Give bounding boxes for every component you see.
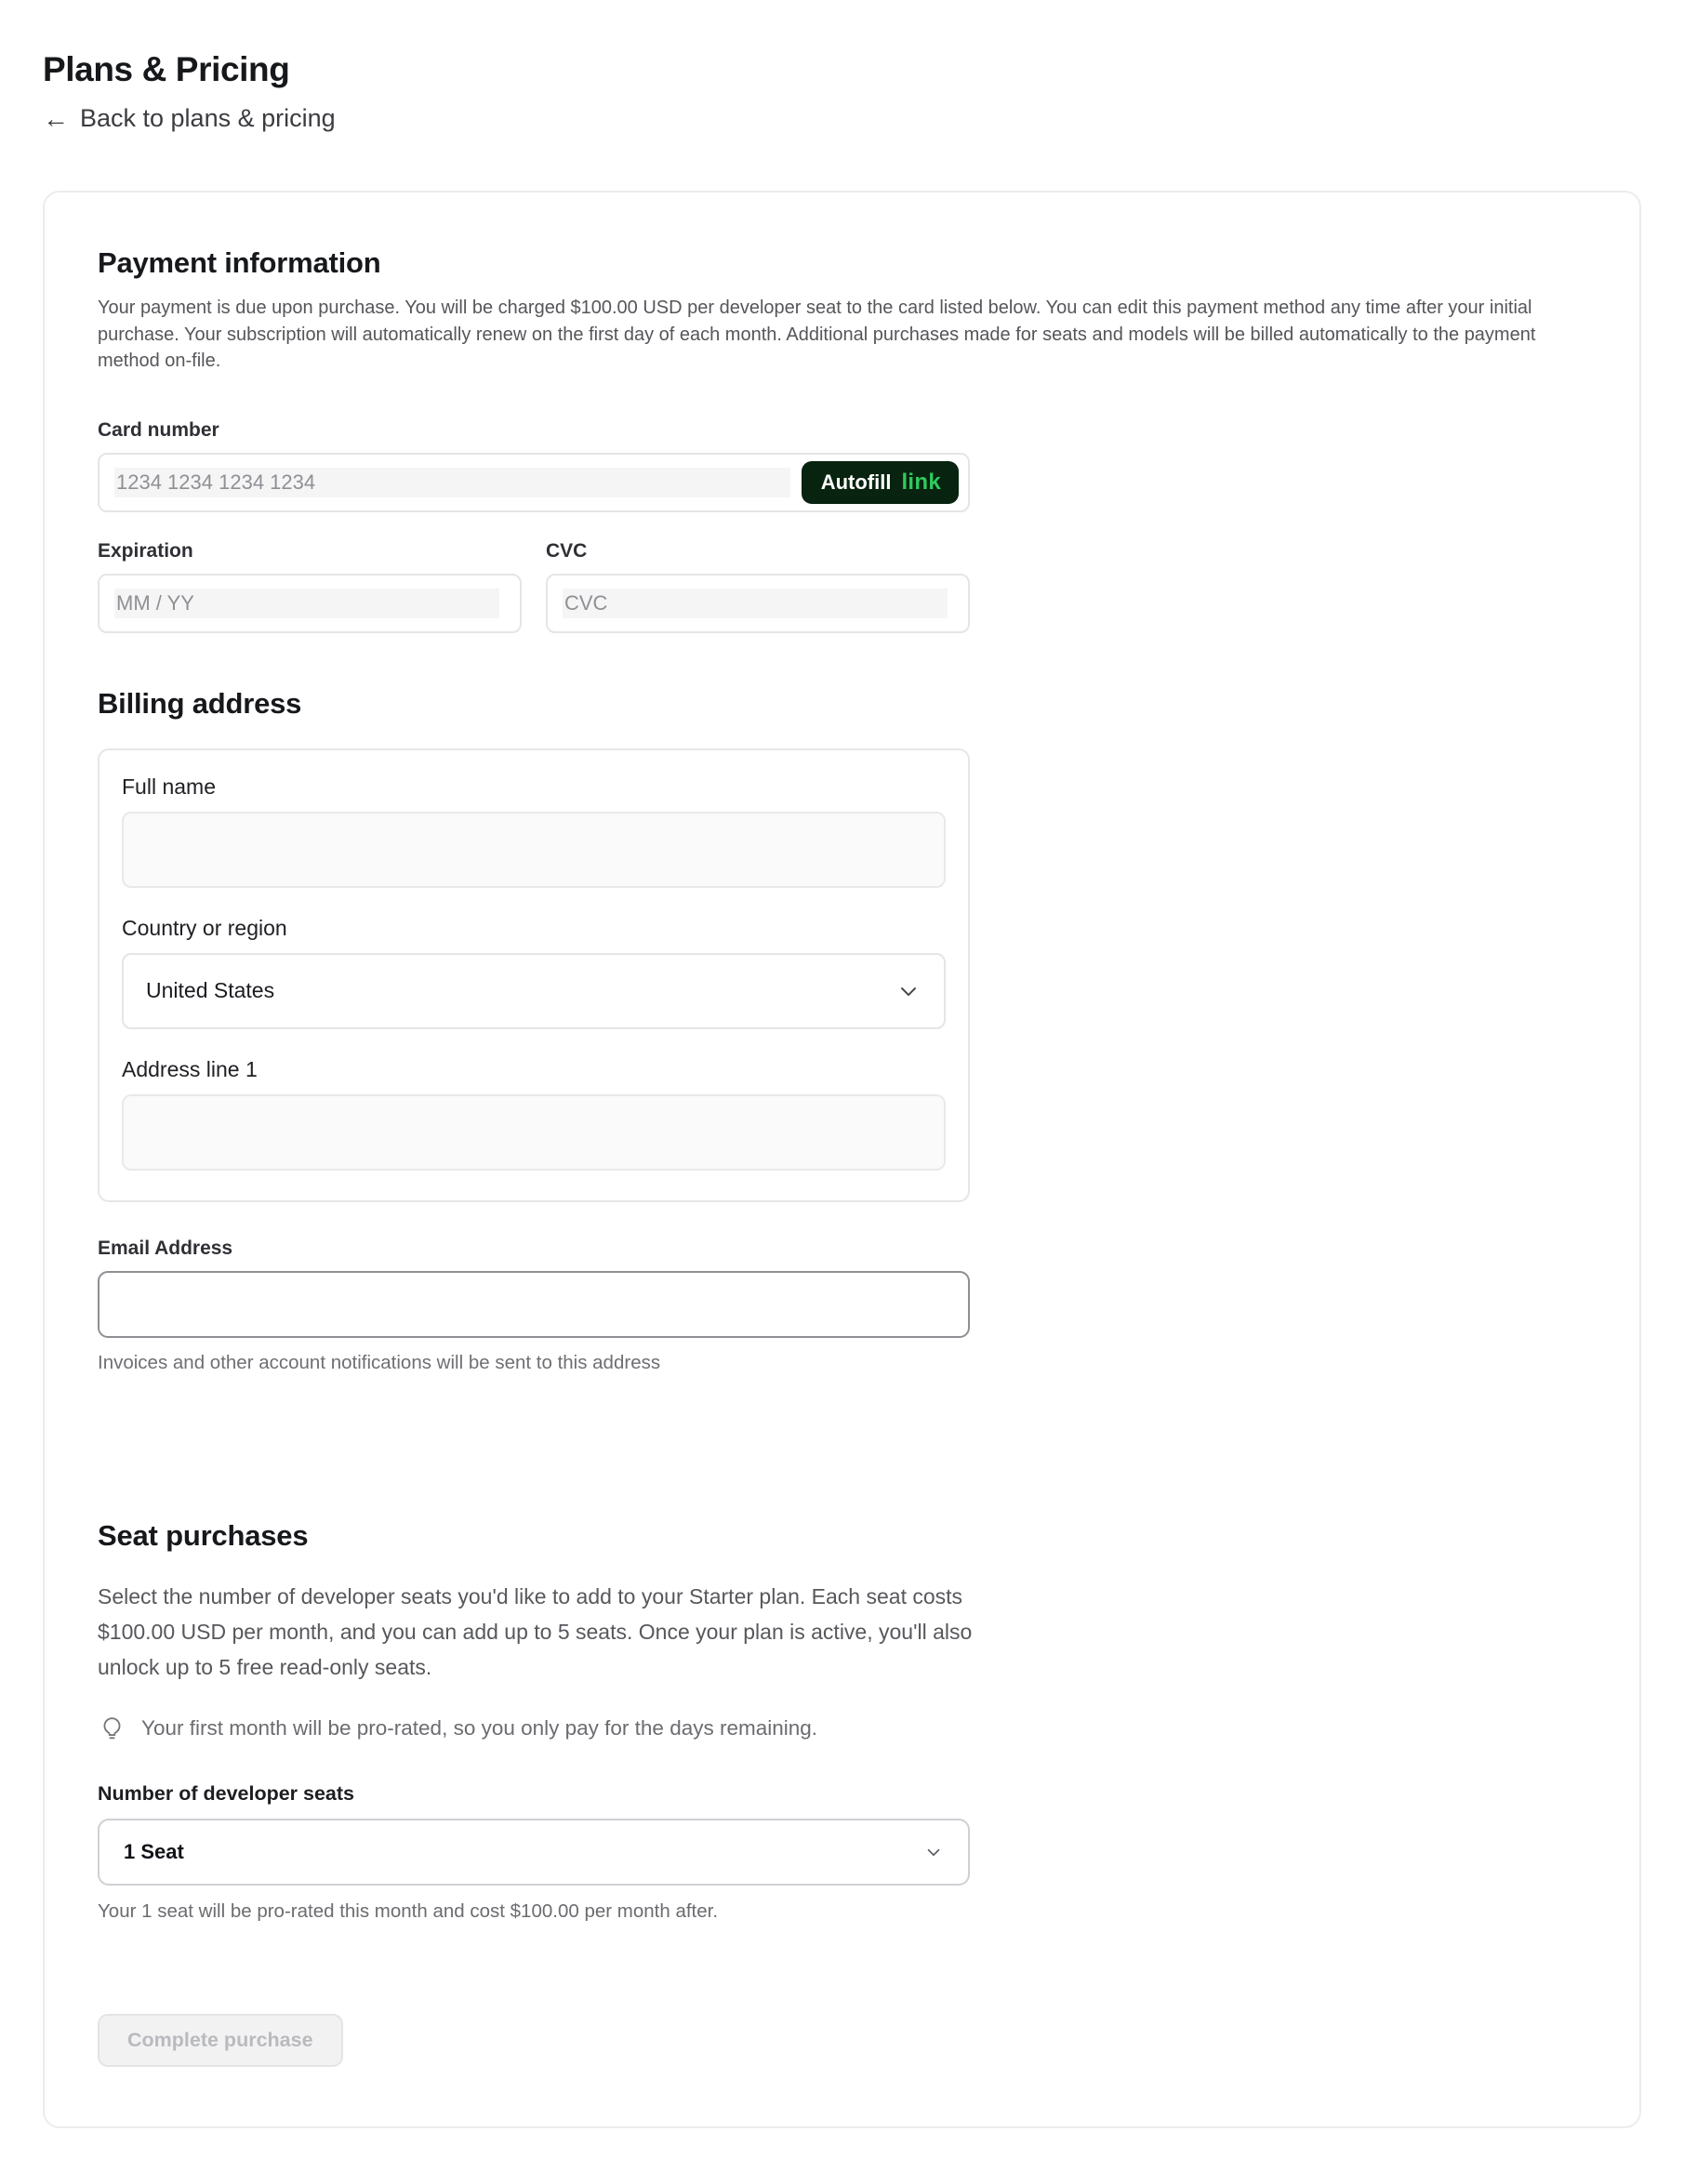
- seat-prorate-helper: Your 1 seat will be pro-rated this month and cost $100.00 per month after.: [98, 1899, 719, 1922]
- cvc-label: CVC: [546, 539, 588, 562]
- email-label: Email Address: [98, 1237, 233, 1259]
- payment-information-heading: Payment information: [98, 246, 381, 279]
- cvc-field: [546, 540, 970, 633]
- address-line1-input[interactable]: [122, 1094, 946, 1171]
- country-select-value: United States: [146, 978, 275, 1002]
- full-name-label: Full name: [122, 774, 216, 799]
- email-helper-text: Invoices and other account notifications will be sent to this address: [98, 1351, 661, 1373]
- seat-count-value: 1 Seat: [124, 1839, 184, 1863]
- chevron-down-icon: [895, 978, 922, 1004]
- card-number-label: Card number: [98, 418, 219, 441]
- billing-address-box: [98, 748, 970, 1202]
- chevron-down-icon: [923, 1842, 944, 1862]
- payment-information-section: [98, 246, 1586, 633]
- billing-address-section: [98, 687, 1586, 1374]
- seat-count-select[interactable]: [98, 1819, 970, 1886]
- seat-purchases-heading: Seat purchases: [98, 1518, 309, 1552]
- checkout-card: [43, 191, 1641, 2128]
- lightbulb-icon: [98, 1714, 126, 1743]
- expiration-field: [98, 540, 522, 633]
- country-label: Country or region: [122, 915, 287, 940]
- link-logo: link: [901, 469, 941, 495]
- email-input[interactable]: [98, 1271, 970, 1338]
- prorate-tip-text: Your first month will be pro-rated, so you only pay for the days remaining.: [141, 1716, 818, 1740]
- seat-purchases-description: Select the number of developer seats you'd like to add to your Starter plan. Each seat costs $100.00 USD per month, and you can add up to 5 seats. Once your plan is active, you'll also unlock up to 5 free read-only seats.: [98, 1583, 973, 1679]
- expiration-input[interactable]: [99, 576, 511, 631]
- expiration-label: Expiration: [98, 539, 193, 562]
- back-link[interactable]: [43, 104, 336, 133]
- back-arrow-icon: ←: [43, 103, 69, 133]
- back-link-label: Back to plans & pricing: [80, 104, 336, 132]
- full-name-input[interactable]: [122, 812, 946, 888]
- payment-description: Your payment is due upon purchase. You will be charged $100.00 USD per developer seat to the card listed below. You can edit this payment method any time after your initial purchase. Your subscription will automatically renew on the first day of each month. Additional purchases made for seats and models will be billed automatically to the payment method on-file.: [98, 298, 1536, 371]
- address-line1-label: Address line 1: [122, 1056, 258, 1081]
- seat-purchases-section: [98, 1519, 1586, 2067]
- billing-address-heading: Billing address: [98, 686, 302, 720]
- seat-count-label: Number of developer seats: [98, 1781, 355, 1805]
- cvc-input[interactable]: [548, 576, 959, 631]
- autofill-label: Autofill: [820, 470, 892, 494]
- page-title: Plans & Pricing: [43, 50, 290, 88]
- country-select[interactable]: [122, 953, 946, 1029]
- card-number-field: [98, 453, 970, 512]
- autofill-button[interactable]: [802, 461, 959, 504]
- card-number-input[interactable]: [99, 455, 802, 510]
- complete-purchase-button[interactable]: Complete purchase: [98, 2014, 343, 2067]
- prorate-tip: [98, 1714, 1586, 1743]
